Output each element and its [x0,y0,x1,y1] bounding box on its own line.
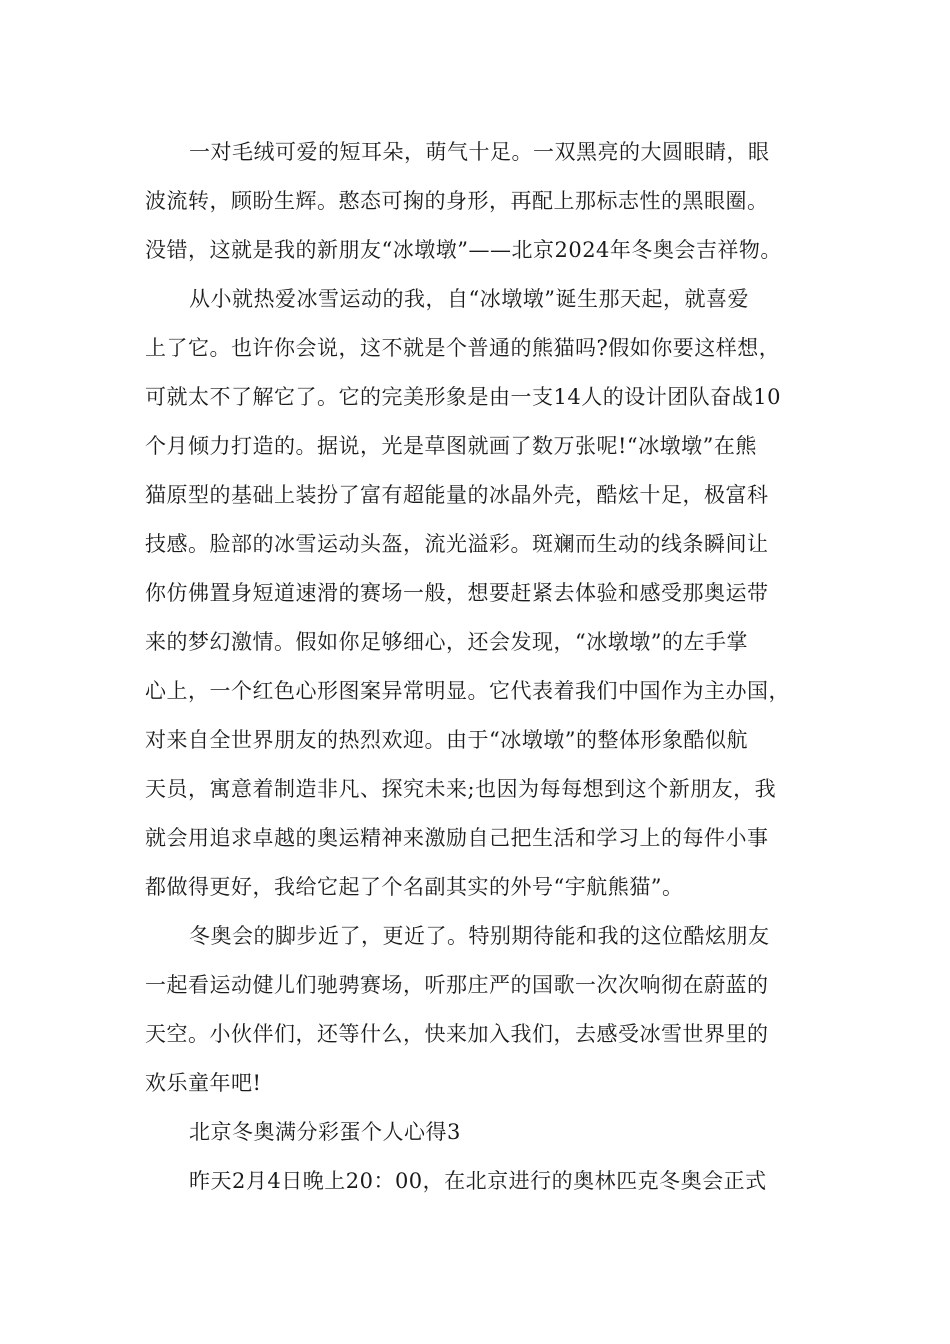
text-line: 技感。脸部的冰雪运动头盔，流光溢彩。斑斓而生动的线条瞬间让 [145,532,769,556]
paragraph-opening-ceremony [145,1157,825,1206]
text-line: 一对毛绒可爱的短耳朵，萌气十足。一双黑亮的大圆眼睛，眼 [189,140,770,164]
paragraph-mascot-appearance [145,128,825,275]
paragraph-mascot-design [145,275,825,912]
text-line: 来的梦幻激情。假如你足够细心，还会发现，“冰墩墩”的左手掌 [145,630,748,654]
text-line: 可就太不了解它了。它的完美形象是由一支14人的设计团队奋战10 [145,385,781,409]
text-line: 波流转，顾盼生辉。憨态可掬的身形，再配上那标志性的黑眼圈。 [145,189,769,213]
text-line: 上了它。也许你会说，这不就是个普通的熊猫吗?假如你要这样想， [145,336,781,360]
text-line: 都做得更好，我给它起了个名副其实的外号“宇航熊猫”。 [145,875,684,899]
text-line: 冬奥会的脚步近了，更近了。特别期待能和我的这位酷炫朋友 [189,924,770,948]
text-line: 一起看运动健儿们驰骋赛场，听那庄严的国歌一次次响彻在蔚蓝的 [145,973,769,997]
text-line: 就会用追求卓越的奥运精神来激励自己把生活和学习上的每件小事 [145,826,769,850]
paragraph-olympics-approaching [145,912,825,1108]
text-line: 你仿佛置身短道速滑的赛场一般，想要赶紧去体验和感受那奥运带 [145,581,769,605]
text-line: 欢乐童年吧! [145,1071,262,1095]
text-line: 没错，这就是我的新朋友“冰墩墩”——北京2024年冬奥会吉祥物。 [145,238,782,262]
section-heading [145,1108,825,1157]
text-line: 从小就热爱冰雪运动的我，自“冰墩墩”诞生那天起，就喜爱 [189,287,749,311]
text-line: 天空。小伙伴们，还等什么，快来加入我们，去感受冰雪世界里的 [145,1022,769,1046]
text-line: 天员，寓意着制造非凡、探究未来;也因为每每想到这个新朋友，我 [145,777,777,801]
text-line: 昨天2月4日晚上20：00，在北京进行的奥林匹克冬奥会正式 [189,1169,767,1193]
text-line: 猫原型的基础上装扮了富有超能量的冰晶外壳，酷炫十足，极富科 [145,483,769,507]
heading-text: 北京冬奥满分彩蛋个人心得3 [189,1120,461,1144]
document-body [145,128,825,1206]
text-line: 对来自全世界朋友的热烈欢迎。由于“冰墩墩”的整体形象酷似航 [145,728,748,752]
text-line: 心上，一个红色心形图案异常明显。它代表着我们中国作为主办国， [145,679,790,703]
text-line: 个月倾力打造的。据说，光是草图就画了数万张呢!“冰墩墩”在熊 [145,434,757,458]
